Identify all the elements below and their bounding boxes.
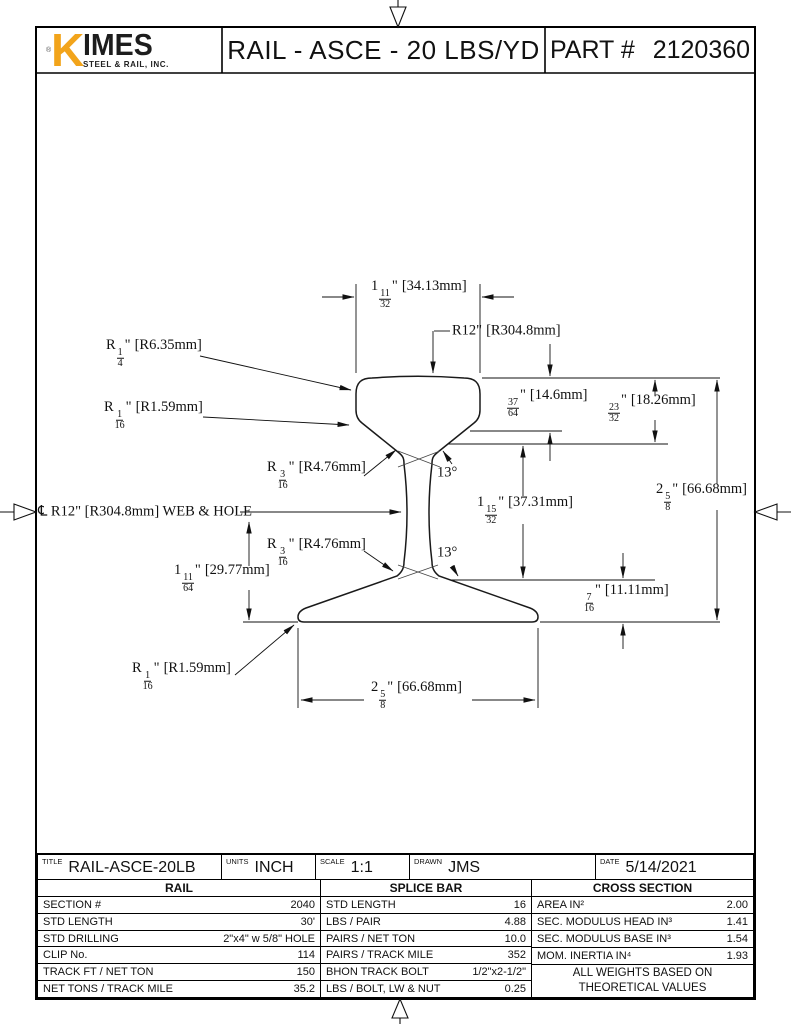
fraction-denominator: 8 (665, 501, 671, 513)
dim-prefix: R (106, 336, 116, 353)
splice-bar-column (321, 897, 532, 997)
dim-unit: " (391, 277, 398, 294)
dim-metric: [14.6mm] (529, 386, 588, 403)
row-label: MOM. INERTIA IN⁴ (537, 950, 632, 962)
fraction-numerator: 1 (117, 408, 123, 420)
dim-unit: " (153, 659, 160, 676)
dim-unit: " (387, 678, 394, 695)
dimension-head-depth (506, 387, 588, 420)
dimension-lines (200, 297, 717, 700)
fraction (278, 469, 288, 491)
row-label: BHON TRACK BOLT (326, 966, 429, 979)
row-label: SECTION # (43, 898, 102, 911)
row-value: 114 (297, 949, 315, 962)
dim-metric: [R6.35mm] (134, 336, 202, 353)
logo-imes: IMES (83, 26, 154, 62)
fraction-numerator: 11 (380, 287, 390, 299)
dim-prefix: 13° (437, 544, 458, 561)
registered-mark: ® (46, 46, 52, 54)
titleblock-title-cell (38, 855, 222, 879)
note-line-1: ALL WEIGHTS BASED ON (572, 967, 713, 980)
table-row (321, 981, 531, 997)
row-value: 2.00 (726, 899, 748, 911)
dim-metric: [37.31mm] (508, 493, 574, 510)
table-row (38, 914, 320, 931)
row-value: 352 (507, 949, 526, 962)
fraction-denominator: 16 (277, 556, 288, 568)
fraction-denominator: 32 (380, 298, 391, 310)
fraction (182, 572, 194, 594)
fraction-numerator: 5 (665, 490, 671, 502)
table-row (532, 948, 753, 965)
fraction (278, 546, 288, 568)
dimension-angle-top (437, 465, 457, 482)
dim-prefix: R12" (452, 322, 483, 339)
weights-note (532, 965, 753, 997)
titleblock-row (38, 855, 753, 880)
dim-prefix: 1 (174, 561, 182, 578)
dim-prefix: 1 (477, 493, 485, 510)
dim-unit: " (125, 398, 132, 415)
row-value: 16 (513, 898, 526, 911)
fraction-denominator: 16 (142, 680, 153, 692)
dim-metric: [18.26mm] (630, 391, 696, 408)
table-row (321, 897, 531, 914)
fraction (584, 592, 594, 614)
table-row (38, 931, 320, 948)
dimension-base-toe-radius (132, 660, 231, 693)
dim-unit: " (595, 581, 601, 598)
section-header-row (38, 880, 753, 897)
fraction-numerator: 1 (117, 346, 123, 358)
row-value: 4.88 (504, 915, 526, 928)
dimension-head-total-depth (607, 392, 696, 425)
fraction-numerator: 15 (486, 503, 497, 515)
fraction (117, 347, 124, 369)
title-label: TITLE (42, 857, 63, 866)
row-label: NET TONS / TRACK MILE (43, 983, 173, 996)
dimension-web-fillet-top (267, 459, 366, 492)
dimension-centerline-note (38, 504, 252, 521)
dim-unit: " (498, 493, 505, 510)
dim-metric: [R4.76mm] (298, 458, 366, 475)
table-row (321, 914, 531, 931)
drawn-value: JMS (448, 858, 481, 876)
fraction-denominator: 64 (183, 582, 194, 594)
fraction-numerator: 37 (508, 396, 518, 408)
table-row (321, 947, 531, 964)
fraction-numerator: 1 (145, 669, 151, 681)
fraction-numerator: 7 (586, 591, 592, 603)
dim-unit: " (288, 458, 295, 475)
row-value: 1.93 (726, 950, 748, 962)
dim-metric: [34.13mm] (401, 277, 467, 294)
dim-prefix: R (132, 659, 142, 676)
section-header-cross-section: CROSS SECTION (592, 881, 693, 895)
dim-metric: [29.77mm] (204, 561, 270, 578)
row-label: STD DRILLING (43, 932, 119, 945)
dim-unit: " (288, 535, 295, 552)
table-row (38, 964, 320, 981)
units-value: INCH (254, 858, 294, 876)
fraction (664, 491, 671, 513)
titleblock-drawn-cell (410, 855, 596, 879)
dimension-base-edge-thickness (583, 582, 669, 615)
row-label: CLIP No. (43, 949, 88, 962)
dim-metric: [11.11mm] (604, 581, 669, 598)
table-row (38, 981, 320, 997)
logo-k-letter: K (51, 24, 83, 76)
table-row (532, 897, 753, 914)
row-value: 10.0 (504, 932, 526, 945)
row-label: SEC. MODULUS BASE IN³ (537, 933, 671, 945)
dimension-web-height (477, 494, 573, 527)
row-value: 2040 (290, 898, 315, 911)
row-value: 150 (296, 966, 315, 979)
section-header-splice-bar: SPLICE BAR (321, 880, 532, 896)
dimension-head-side-radius (104, 399, 203, 432)
drawing-title: RAIL - ASCE - 20 LBS/YD (227, 34, 540, 65)
note-line-2: THEORETICAL VALUES (578, 982, 707, 994)
cross-section-column (532, 897, 753, 997)
dimension-head-width (371, 278, 467, 311)
row-label: STD LENGTH (326, 898, 396, 911)
fraction-denominator: 16 (114, 419, 125, 431)
row-label: STD LENGTH (43, 915, 113, 928)
fraction (115, 409, 125, 431)
row-value: 35.2 (293, 983, 315, 996)
scale-value: 1:1 (350, 858, 373, 876)
date-value: 5/14/2021 (625, 858, 697, 876)
dim-unit: " (124, 336, 131, 353)
fraction-numerator: 3 (280, 468, 286, 480)
title-value: RAIL-ASCE-20LB (68, 858, 196, 876)
fraction-denominator: 64 (508, 407, 518, 419)
table-row (38, 897, 320, 914)
dim-metric: [66.68mm] (397, 678, 463, 695)
fraction-denominator: 16 (584, 602, 594, 614)
part-number-label: PART # (549, 35, 635, 64)
fraction (608, 402, 620, 424)
date-label: DATE (600, 857, 620, 866)
table-row (532, 914, 753, 931)
row-value: 1.41 (726, 916, 748, 928)
dim-prefix: 1 (371, 277, 379, 294)
row-label: AREA IN² (537, 899, 585, 911)
fraction-numerator: 23 (609, 401, 619, 413)
table-row (38, 947, 320, 964)
rail-column (38, 897, 321, 997)
row-label: SEC. MODULUS HEAD IN³ (537, 916, 673, 928)
dimension-angle-bottom (437, 545, 457, 562)
dimension-total-height (656, 481, 747, 514)
spec-table-body (38, 897, 753, 997)
section-header-rail: RAIL (38, 880, 321, 896)
dim-prefix: 13° (437, 464, 458, 481)
dim-metric: [R4.76mm] (298, 535, 366, 552)
fraction-numerator: 3 (280, 545, 286, 557)
dim-metric: [66.68mm] (682, 480, 748, 497)
table-row (321, 964, 531, 981)
spec-table (36, 853, 755, 999)
fraction-denominator: 4 (117, 357, 123, 369)
dimension-base-rise (174, 562, 270, 595)
titleblock-scale-cell (316, 855, 410, 879)
dim-metric: [R304.8mm] (486, 322, 561, 339)
company-logo (36, 24, 222, 76)
dim-metric: [R1.59mm] (135, 398, 203, 415)
row-label: LBS / PAIR (326, 915, 381, 928)
titleblock-units-cell (222, 855, 316, 879)
row-label: PAIRS / NET TON (326, 932, 416, 945)
row-label: TRACK FT / NET TON (43, 966, 154, 979)
fraction-numerator: 11 (183, 571, 193, 583)
fraction (143, 670, 153, 692)
row-value: 2"x4" w 5/8" HOLE (223, 932, 315, 945)
fraction (379, 288, 391, 310)
fraction-denominator: 32 (609, 412, 619, 424)
fraction (379, 689, 386, 711)
dim-prefix: R (267, 535, 277, 552)
table-row (532, 931, 753, 948)
fraction-numerator: 5 (380, 688, 386, 700)
fraction (485, 504, 497, 526)
dim-prefix: R (104, 398, 114, 415)
dim-prefix: 2 (371, 678, 379, 695)
drawn-label: DRAWN (414, 857, 443, 866)
row-value: 1.54 (726, 933, 748, 945)
row-value: 1/2"x2-1/2" (472, 966, 526, 979)
part-number-value: 2120360 (652, 35, 751, 64)
units-label: UNITS (226, 857, 249, 866)
dim-unit: " (672, 480, 679, 497)
dim-prefix: R (267, 458, 277, 475)
dimension-base-width (371, 679, 462, 712)
dim-unit: " (621, 391, 627, 408)
row-label: PAIRS / TRACK MILE (326, 949, 434, 962)
dim-metric: [R1.59mm] (163, 659, 231, 676)
dim-prefix: ℄ R12" [R304.8mm] WEB & HOLE (38, 503, 252, 520)
row-value: 0.25 (504, 983, 526, 996)
dimension-web-fillet-bottom (267, 536, 366, 569)
fraction-denominator: 16 (277, 479, 288, 491)
part-number-cell (545, 27, 755, 73)
dimension-head-corner-radius (106, 337, 202, 370)
logo-tagline: STEEL & RAIL, INC. (83, 59, 170, 70)
scale-label: SCALE (320, 857, 345, 866)
titleblock-date-cell (596, 855, 753, 879)
fraction-denominator: 32 (486, 514, 497, 526)
dim-prefix: 2 (656, 480, 664, 497)
fraction (507, 397, 519, 419)
dimension-crown-radius (452, 323, 561, 340)
dim-unit: " (520, 386, 526, 403)
row-label: LBS / BOLT, LW & NUT (326, 983, 441, 996)
table-row (321, 931, 531, 948)
row-value: 30' (300, 915, 315, 928)
fraction-denominator: 8 (380, 699, 386, 711)
dim-unit: " (194, 561, 201, 578)
